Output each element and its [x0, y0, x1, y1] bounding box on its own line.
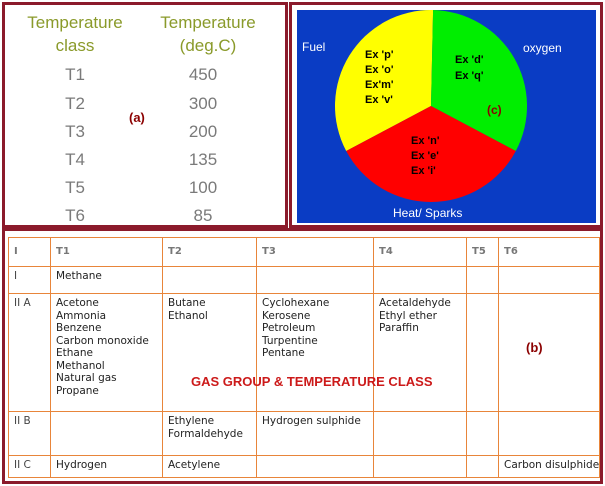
- panel-label-b: (b): [526, 340, 543, 355]
- column-header: I: [9, 238, 51, 267]
- header-temperature-class: Temperature class: [27, 13, 123, 55]
- column-header: T1: [51, 238, 163, 267]
- class-cell: T2: [65, 94, 85, 113]
- panel-label-c: (c): [487, 103, 502, 117]
- group-cell: II A: [9, 294, 51, 412]
- temp-cell: 135: [188, 150, 218, 169]
- gas-cell: [499, 412, 600, 456]
- gas-cell: [499, 294, 600, 412]
- group-cell: II C: [9, 456, 51, 478]
- ex-m-label: Ex'm': [365, 79, 394, 91]
- ex-p-label: Ex 'p': [365, 49, 394, 61]
- class-cell: T5: [65, 178, 85, 197]
- gas-cell: [499, 267, 600, 294]
- gas-cell: Cyclohexane Kerosene Petroleum Turpentine Pentane: [257, 294, 374, 412]
- class-cell: T6: [65, 206, 85, 225]
- header-temperature-deg: Temperature (deg.C): [160, 13, 256, 55]
- gas-group-table: [8, 237, 600, 478]
- table-row: [9, 294, 600, 412]
- gas-cell: [51, 412, 163, 456]
- oxygen-label: oxygen: [523, 41, 562, 55]
- temperature-class-panel: [2, 2, 288, 228]
- gas-cell: [467, 456, 499, 478]
- gas-cell: Carbon disulphide: [499, 456, 600, 478]
- ex-n-label: Ex 'n': [411, 135, 440, 147]
- gas-group-panel: [2, 228, 603, 484]
- class-cell: T1: [65, 65, 85, 84]
- ex-o-label: Ex 'o': [365, 64, 394, 76]
- gas-cell: Acetone Ammonia Benzene Carbon monoxide Ethane Methanol Natural gas Propane: [51, 294, 163, 412]
- gas-cell: [467, 412, 499, 456]
- column-header: T3: [257, 238, 374, 267]
- class-cell: T3: [65, 122, 85, 141]
- gas-cell: Ethylene Formaldehyde: [163, 412, 257, 456]
- temp-cell: 450: [188, 65, 218, 84]
- gas-cell: [467, 267, 499, 294]
- gas-cell: Hydrogen sulphide: [257, 412, 374, 456]
- table-row: [9, 412, 600, 456]
- fire-triangle-panel: [289, 2, 603, 228]
- gas-cell: [257, 267, 374, 294]
- gas-cell: Hydrogen: [51, 456, 163, 478]
- gas-cell: Butane Ethanol: [163, 294, 257, 412]
- class-cell: T4: [65, 150, 85, 169]
- panel-label-a: (a): [129, 110, 145, 125]
- column-header: T5: [467, 238, 499, 267]
- column-header: T4: [374, 238, 467, 267]
- temp-cell: 100: [188, 178, 218, 197]
- group-cell: I: [9, 267, 51, 294]
- ex-q-label: Ex 'q': [455, 70, 484, 82]
- gas-cell: [163, 267, 257, 294]
- column-header: T6: [499, 238, 600, 267]
- ex-v-label: Ex 'v': [365, 94, 393, 106]
- gas-group-title: GAS GROUP & TEMPERATURE CLASS: [191, 374, 433, 389]
- table-row: [9, 456, 600, 478]
- heat-sparks-label: Heat/ Sparks: [393, 206, 463, 220]
- gas-cell: [374, 412, 467, 456]
- group-cell: II B: [9, 412, 51, 456]
- ex-d-label: Ex 'd': [455, 54, 484, 66]
- gas-cell: [374, 267, 467, 294]
- gas-cell: Acetylene: [163, 456, 257, 478]
- pie-background: [297, 10, 596, 223]
- gas-cell: Acetaldehyde Ethyl ether Paraffin: [374, 294, 467, 412]
- ex-i-label: Ex 'i': [411, 165, 436, 177]
- gas-cell: [467, 294, 499, 412]
- gas-cell: Methane: [51, 267, 163, 294]
- gas-cell: [257, 456, 374, 478]
- temp-cell: 300: [188, 94, 218, 113]
- temp-cell: 200: [188, 122, 218, 141]
- fuel-label: Fuel: [302, 40, 326, 54]
- table-header-row: [9, 238, 600, 267]
- ex-e-label: Ex 'e': [411, 150, 439, 162]
- gas-cell: [374, 456, 467, 478]
- table-row: [9, 267, 600, 294]
- temp-cell: 85: [193, 206, 213, 225]
- column-header: T2: [163, 238, 257, 267]
